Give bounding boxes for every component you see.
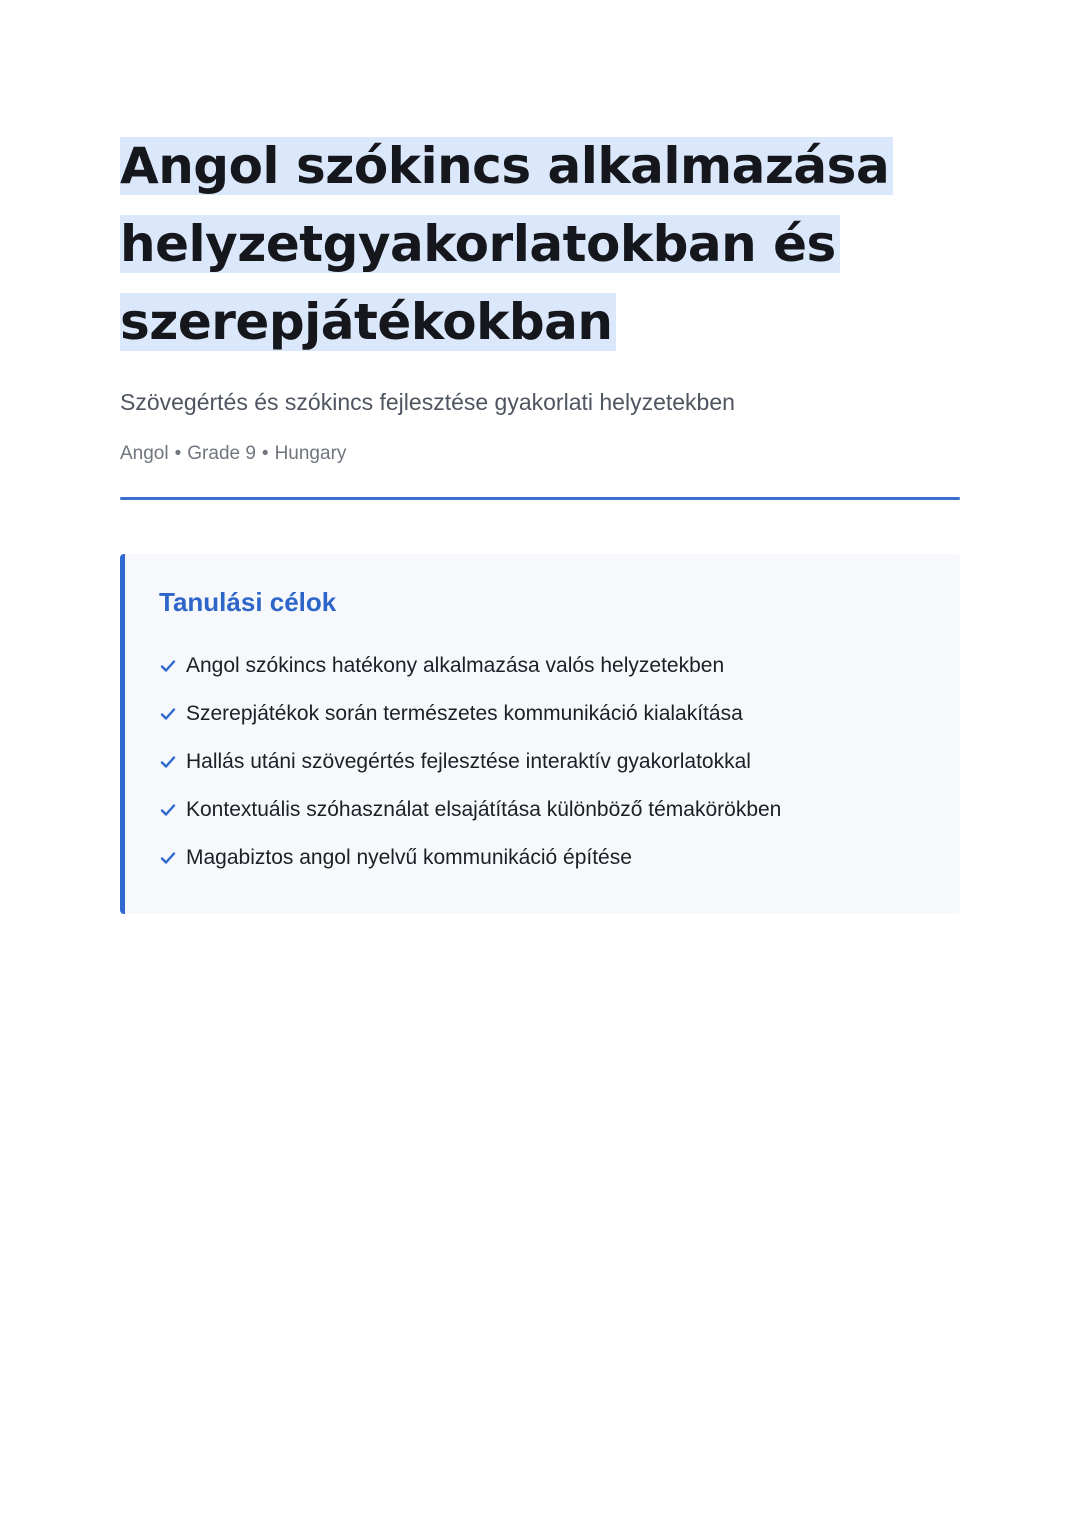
goal-text: Kontextuális szóhasználat elsajátítása különböző témakörökben xyxy=(186,798,782,821)
goal-text: Hallás utáni szövegértés fejlesztése interaktív gyakorlatokkal xyxy=(186,750,751,773)
list-item xyxy=(159,690,930,738)
list-item xyxy=(159,738,930,786)
check-icon xyxy=(159,849,177,867)
meta-country: Hungary xyxy=(274,443,347,464)
title-line: helyzetgyakorlatokban és xyxy=(120,215,840,273)
list-item xyxy=(159,786,930,834)
check-icon xyxy=(159,753,177,771)
learning-goals-list xyxy=(159,642,930,882)
check-icon xyxy=(159,705,177,723)
goal-text: Angol szókincs hatékony alkalmazása valós helyzetekben xyxy=(186,654,725,677)
page-subtitle: Szövegértés és szókincs fejlesztése gyakorlati helyzetekben xyxy=(120,389,735,415)
header-divider xyxy=(120,497,960,500)
title-line: szerepjátékokban xyxy=(120,293,616,351)
meta-separator: • xyxy=(261,443,269,464)
meta-line xyxy=(120,441,960,467)
list-item xyxy=(159,834,930,882)
learning-goals-title: Tanulási célok xyxy=(159,587,337,617)
learning-goals-box xyxy=(120,554,960,914)
goal-text: Magabiztos angol nyelvű kommunikáció építése xyxy=(186,846,632,869)
check-icon xyxy=(159,657,177,675)
meta-separator: • xyxy=(174,443,182,464)
page-title xyxy=(120,0,960,361)
list-item xyxy=(159,642,930,690)
document-page xyxy=(120,0,960,914)
check-icon xyxy=(159,801,177,819)
title-line: Angol szókincs alkalmazása xyxy=(120,137,893,195)
meta-grade: Grade 9 xyxy=(187,443,256,464)
meta-subject: Angol xyxy=(120,443,169,464)
goal-text: Szerepjátékok során természetes kommunikáció kialakítása xyxy=(186,702,743,725)
